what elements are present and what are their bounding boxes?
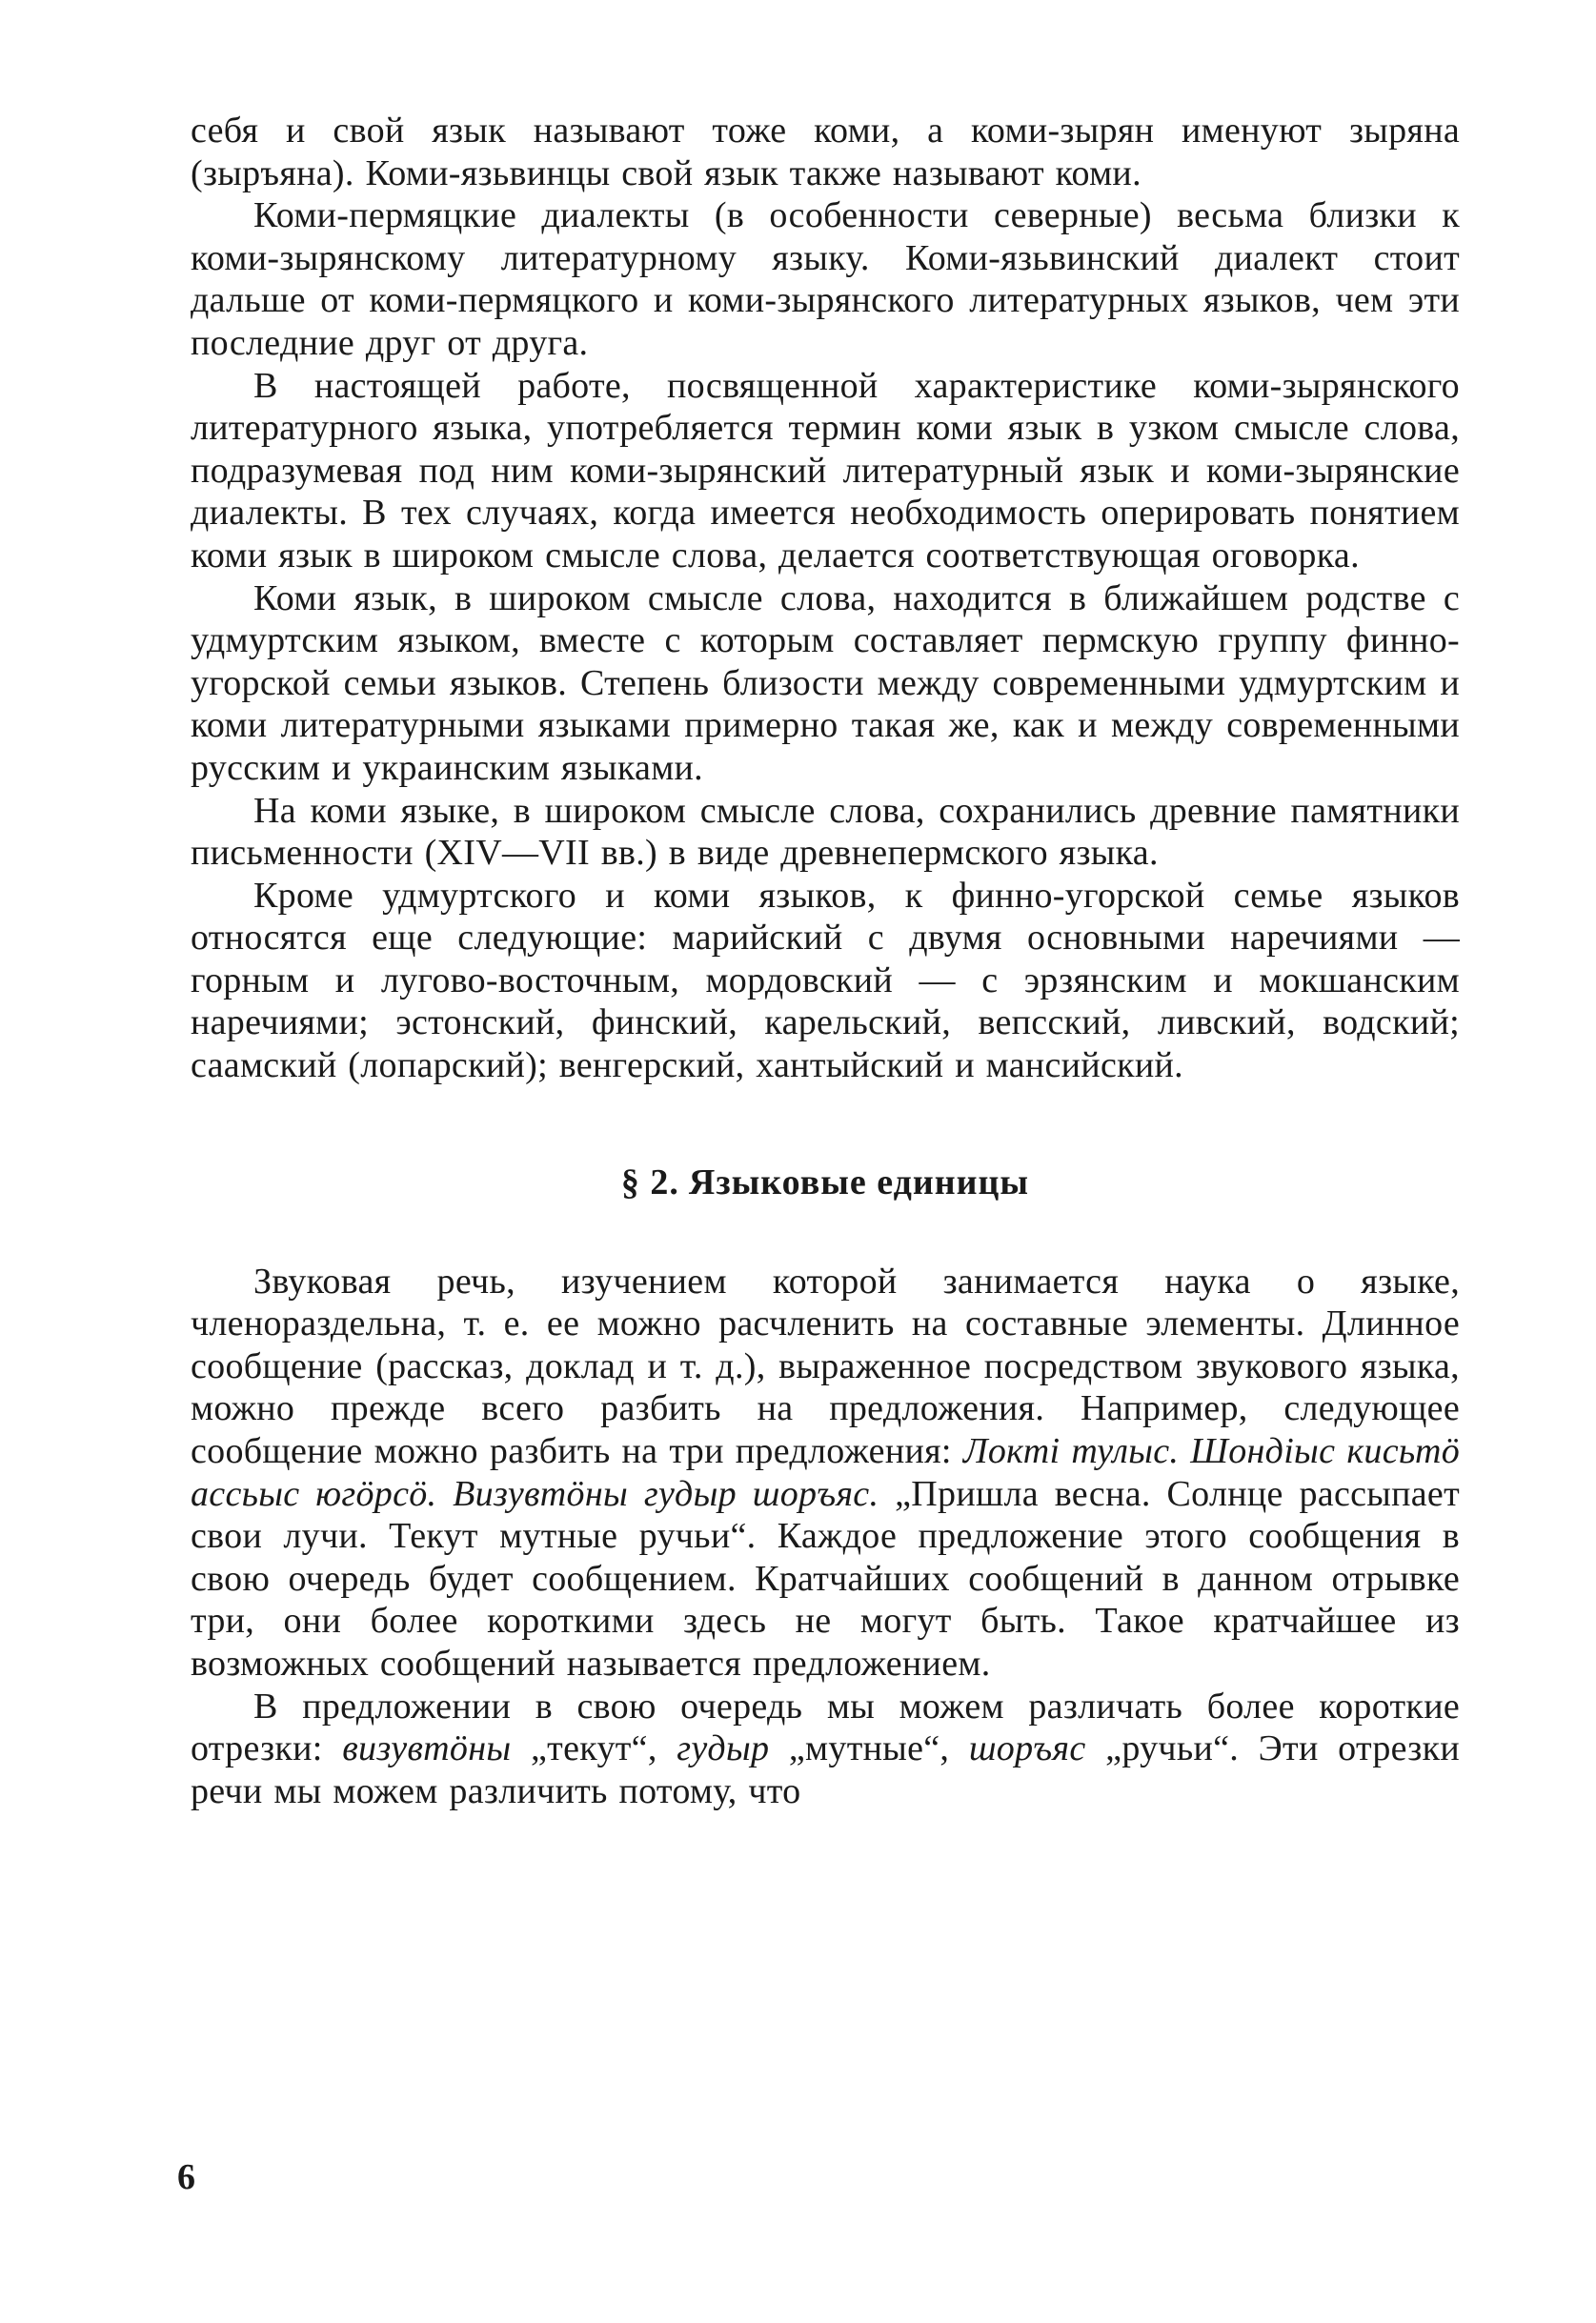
gloss-3: „ручьи“. Эти отрезки речи мы можем различить потому, что <box>191 1728 1460 1811</box>
paragraph-3: В настоящей работе, посвященной характеристике коми-зырянского литературного языка, употребляется термин коми язык в узком смысле слова, подразумевая под ним коми-зырянский литературный язык и коми-зырянские диалекты. В тех случаях, когда имеется необходимость оперировать понятием коми язык в широком смысле слова, делается соответствующая оговорка. <box>191 365 1460 576</box>
section-sign: § 2. <box>620 1162 679 1202</box>
paragraph-8 <box>191 1686 1460 1813</box>
section-title: Языковые единицы <box>688 1162 1030 1202</box>
paragraph-6: Кроме удмуртского и коми языков, к финно-угорской семье языков относятся еще следующие: марийский с двумя основными наречиями — горным и лугово-восточным, мордовский — с эрзянским и мокшанским наречиями; эстонский, финский, карельский, вепсский, ливский, водский; саамский (лопарский); венгерский, хантыйский и мансийский. <box>191 875 1460 1086</box>
paragraph-7-part2: „Пришла весна. Солнце рассыпает свои лучи. Текут мутные ручьи“. Каждое предложение этого сообщения в свою очередь будет сообщением. Кратчайших сообщений в данном отрывке три, они более короткими здесь не могут быть. Такое кратчайшее из возможных сообщений называется предложением. <box>191 1473 1460 1684</box>
komi-word-3: шоръяс <box>968 1728 1086 1769</box>
komi-word-2: гудыр <box>677 1728 770 1769</box>
paragraph-1: себя и свой язык называют тоже коми, а коми-зырян именуют зыряна (зыръяна). Коми-язьвинцы свой язык также называют коми. <box>191 111 1460 193</box>
gloss-2: „мутные“, <box>769 1728 969 1769</box>
paragraph-5: На коми языке, в широком смысле слова, сохранились древние памятники письменности (XIV—VII вв.) в виде древнепермского языка. <box>191 790 1460 874</box>
section-heading <box>191 1162 1460 1203</box>
paragraph-2: Коми-пермяцкие диалекты (в особенности северные) весьма близки к коми-зырянскому литературному языку. Коми-язьвинский диалект стоит дальше от коми-пермяцкого и коми-зырянского литературных языков, чем эти последние друг от друга. <box>191 195 1460 363</box>
page-number: 6 <box>177 2157 195 2197</box>
paragraph-8-part1: В предложении в свою очередь мы можем различать более короткие отрезки: <box>191 1686 1460 1769</box>
paragraph-4: Коми язык, в широком смысле слова, находится в ближайшем родстве с удмуртским языком, вместе с которым составляет пермскую группу финно-угорской семьи языков. Степень близости между современными удмуртским и коми литературными языками примерно такая же, как и между современными русским и украинским языками. <box>191 577 1460 788</box>
komi-example-text: Локтi тулыс. Шондiыс кисьтö ассьыс югöрсö. Визувтöны гудыр шоръяс. <box>191 1431 1460 1514</box>
komi-word-1: визувтöны <box>342 1728 512 1769</box>
page-content <box>191 110 1460 1812</box>
paragraph-7 <box>191 1261 1460 1686</box>
gloss-1: „текут“, <box>511 1728 677 1769</box>
paragraph-7-part1: Звуковая речь, изучением которой занимается наука о языке, членораздельна, т. е. ее можно расчленить на составные элементы. Длинное сообщение (рассказ, доклад и т. д.), выраженное посредством звукового языка, можно прежде всего разбить на предложения. Например, следующее сообщение можно разбить на три предложения: <box>191 1261 1460 1472</box>
